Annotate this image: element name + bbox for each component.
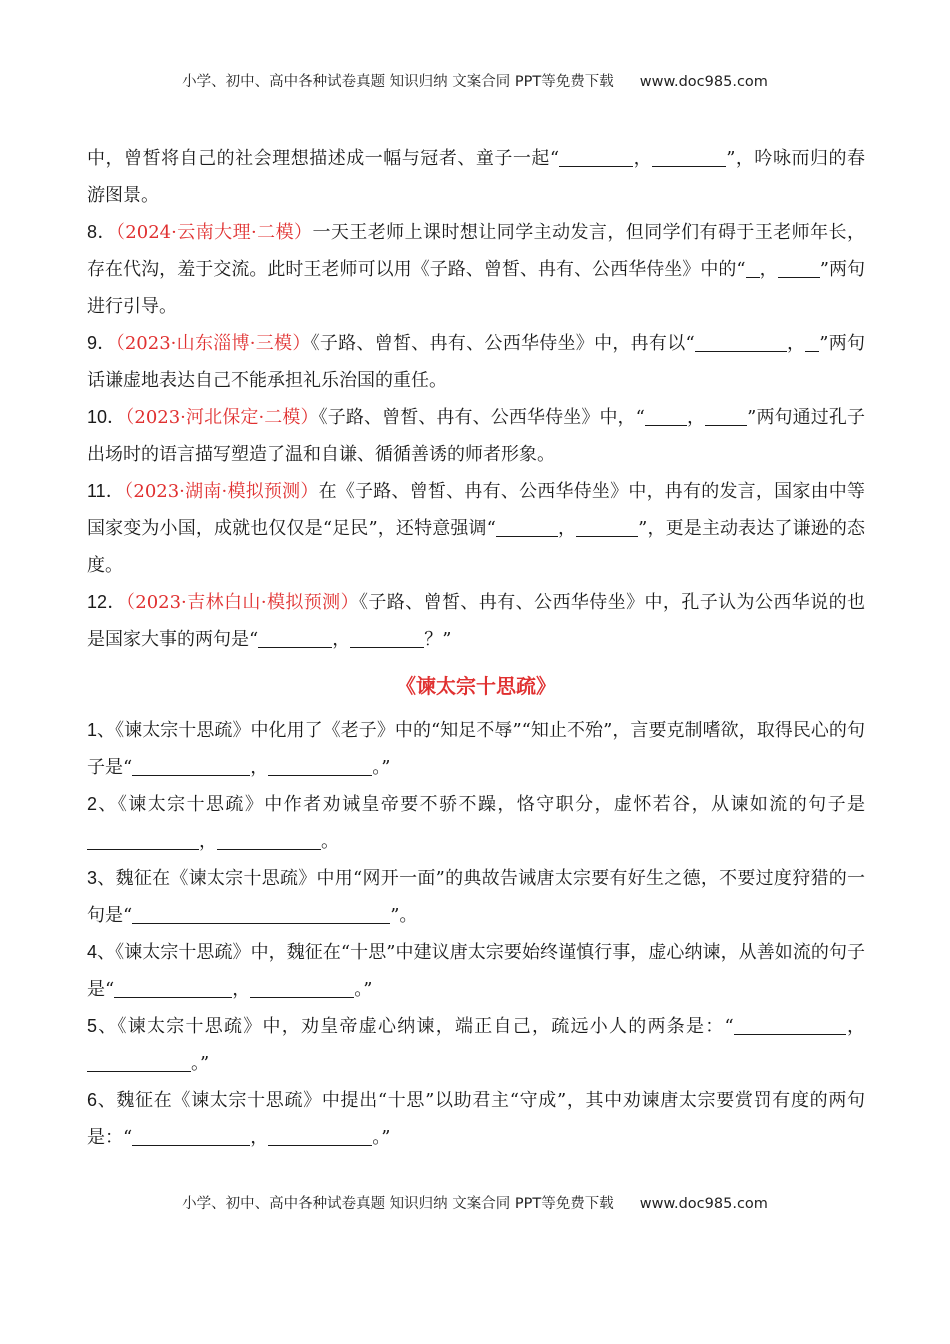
s4-text-b: ， xyxy=(232,979,251,1000)
header-url[interactable]: www.doc985.com xyxy=(639,74,768,90)
answer-blank[interactable] xyxy=(132,757,250,776)
q11-text-c: ”，更是主动表达了谦逊的态度。 xyxy=(87,518,866,576)
s6-text-a: 魏征在《谏太宗十思疏》中提出“十思”以助君主“守成”，其中劝谏唐太宗要赏罚有度的两句是：“ xyxy=(87,1090,865,1148)
answer-blank[interactable] xyxy=(805,333,819,352)
page-header xyxy=(0,70,950,91)
answer-blank[interactable] xyxy=(132,905,390,924)
q8-text-c: ”两句进行引导。 xyxy=(87,259,866,317)
section-question-1 xyxy=(87,712,865,786)
answer-blank[interactable] xyxy=(114,979,232,998)
answer-blank[interactable] xyxy=(350,629,424,648)
section-question-6 xyxy=(87,1082,865,1156)
q10-text-b: ， xyxy=(686,407,706,428)
answer-blank[interactable] xyxy=(250,979,354,998)
s2-text-b: ， xyxy=(199,831,217,852)
question-source: （2023·河北保定·二模） xyxy=(125,407,319,428)
section-question-5 xyxy=(87,1008,865,1082)
q11-text-b: ， xyxy=(557,518,577,539)
q12-text-a: 《子路、曾皙、冉有、公西华侍坐》中，孔子认为公西华说的也是国家大事的两句是“ xyxy=(87,592,865,650)
q7-text-b: ， xyxy=(633,148,653,169)
question-number: 2、 xyxy=(87,794,118,814)
q12-text-b: ， xyxy=(332,629,351,650)
section-title: 《谏太宗十思疏》 xyxy=(396,674,556,698)
question-source: （2024·云南大理·二模） xyxy=(115,222,313,243)
question-source: （2023·山东淄博·三模） xyxy=(115,333,311,354)
s1-text-b: ， xyxy=(250,757,269,778)
section-question-3 xyxy=(87,860,865,934)
question-8 xyxy=(87,214,865,325)
footer-url[interactable]: www.doc985.com xyxy=(639,1196,768,1212)
question-number: 3、 xyxy=(87,868,116,888)
q7-text-c: ”，吟咏而归的春游图景。 xyxy=(87,148,866,206)
answer-blank[interactable] xyxy=(576,518,638,537)
s1-text-c: 。” xyxy=(372,757,391,778)
question-number: 4、 xyxy=(87,942,116,962)
s4-text-a: 《谏太宗十思疏》中，魏征在“十思”中建议唐太宗要始终谨慎行事，虚心纳谏，从善如流的句子是“ xyxy=(87,942,866,1000)
answer-blank[interactable] xyxy=(217,831,321,850)
s5-text-b: ， xyxy=(845,1016,866,1037)
q9-text-b: ， xyxy=(786,333,806,354)
question-number: 1、 xyxy=(87,720,116,740)
question-number: 8． xyxy=(87,222,116,242)
question-source: （2023·湖南·模拟预测） xyxy=(124,481,319,502)
question-10 xyxy=(87,399,865,473)
q11-text-a: 在《子路、曾皙、冉有、公西华侍坐》中，冉有的发言，国家由中等国家变为小国，成就也仅仅是“足民”，还特意强调“ xyxy=(87,481,866,539)
header-text: 小学、初中、高中各种试卷真题 知识归纳 文案合同 PPT等免费下载 xyxy=(182,74,614,90)
question-source: （2023·吉林白山·模拟预测） xyxy=(125,592,359,613)
question-7-continued xyxy=(87,140,865,214)
answer-blank[interactable] xyxy=(258,629,332,648)
s5-text-c: 。” xyxy=(191,1053,210,1074)
answer-blank[interactable] xyxy=(645,407,687,426)
q10-text-c: ”两句通过孔子出场时的语言描写塑造了温和自谦、循循善诱的师者形象。 xyxy=(87,407,866,465)
question-number: 9． xyxy=(87,333,116,353)
s2-text-c: 。 xyxy=(321,831,339,852)
s4-text-c: 。” xyxy=(354,979,373,1000)
question-9 xyxy=(87,325,865,399)
question-number: 6、 xyxy=(87,1090,117,1110)
answer-blank[interactable] xyxy=(132,1127,250,1146)
q12-text-c: ？” xyxy=(424,629,452,650)
answer-blank[interactable] xyxy=(746,259,760,278)
q9-text-a: 《子路、曾皙、冉有、公西华侍坐》中，冉有以“ xyxy=(310,333,695,354)
footer-text: 小学、初中、高中各种试卷真题 知识归纳 文案合同 PPT等免费下载 xyxy=(182,1196,614,1212)
question-12 xyxy=(87,584,865,658)
s6-text-b: ， xyxy=(250,1127,269,1148)
s5-text-a: 《谏太宗十思疏》中，劝皇帝虚心纳谏，端正自己，疏远小人的两条是：“ xyxy=(117,1016,734,1037)
question-number: 5、 xyxy=(87,1016,118,1036)
answer-blank[interactable] xyxy=(87,1053,191,1072)
section-question-2 xyxy=(87,786,865,860)
question-number: 12． xyxy=(87,592,126,612)
question-number: 11． xyxy=(87,481,125,501)
q8-text-a: 一天王老师上课时想让同学主动发言，但同学们有碍于王老师年长，存在代沟，羞于交流。此时王老师可以用《子路、曾皙、冉有、公西华侍坐》中的“ xyxy=(87,222,865,280)
s6-text-c: 。” xyxy=(372,1127,391,1148)
q9-text-c: ”两句话谦虚地表达自己不能承担礼乐治国的重任。 xyxy=(87,333,866,391)
answer-blank[interactable] xyxy=(695,333,787,352)
answer-blank[interactable] xyxy=(705,407,747,426)
q8-text-b: ， xyxy=(759,259,778,280)
s1-text-a: 《谏太宗十思疏》中化用了《老子》中的“知足不辱”“知止不殆”，言要克制嗜欲，取得民心的句子是“ xyxy=(87,720,865,778)
s2-text-a: 《谏太宗十思疏》中作者劝诫皇帝要不骄不躁，恪守职分，虚怀若谷，从谏如流的句子是 xyxy=(117,794,866,815)
answer-blank[interactable] xyxy=(778,259,820,278)
answer-blank[interactable] xyxy=(87,831,199,850)
answer-blank[interactable] xyxy=(559,148,633,167)
answer-blank[interactable] xyxy=(268,1127,372,1146)
q7-text-a: 中，曾皙将自己的社会理想描述成一幅与冠者、童子一起“ xyxy=(87,148,560,169)
s3-text-c: ”。 xyxy=(390,905,418,926)
q10-text-a: 《子路、曾皙、冉有、公西华侍坐》中，“ xyxy=(318,407,645,428)
answer-blank[interactable] xyxy=(734,1016,846,1035)
question-11 xyxy=(87,473,865,584)
answer-blank[interactable] xyxy=(652,148,726,167)
answer-blank[interactable] xyxy=(268,757,372,776)
page-footer xyxy=(0,1192,950,1213)
answer-blank[interactable] xyxy=(496,518,558,537)
document-body xyxy=(87,140,865,1156)
question-number: 10． xyxy=(87,407,126,427)
s3-text-a: 魏征在《谏太宗十思疏》中用“网开一面”的典故告诫唐太宗要有好生之德，不要过度狩猎的一句是“ xyxy=(87,868,866,926)
section-question-4 xyxy=(87,934,865,1008)
